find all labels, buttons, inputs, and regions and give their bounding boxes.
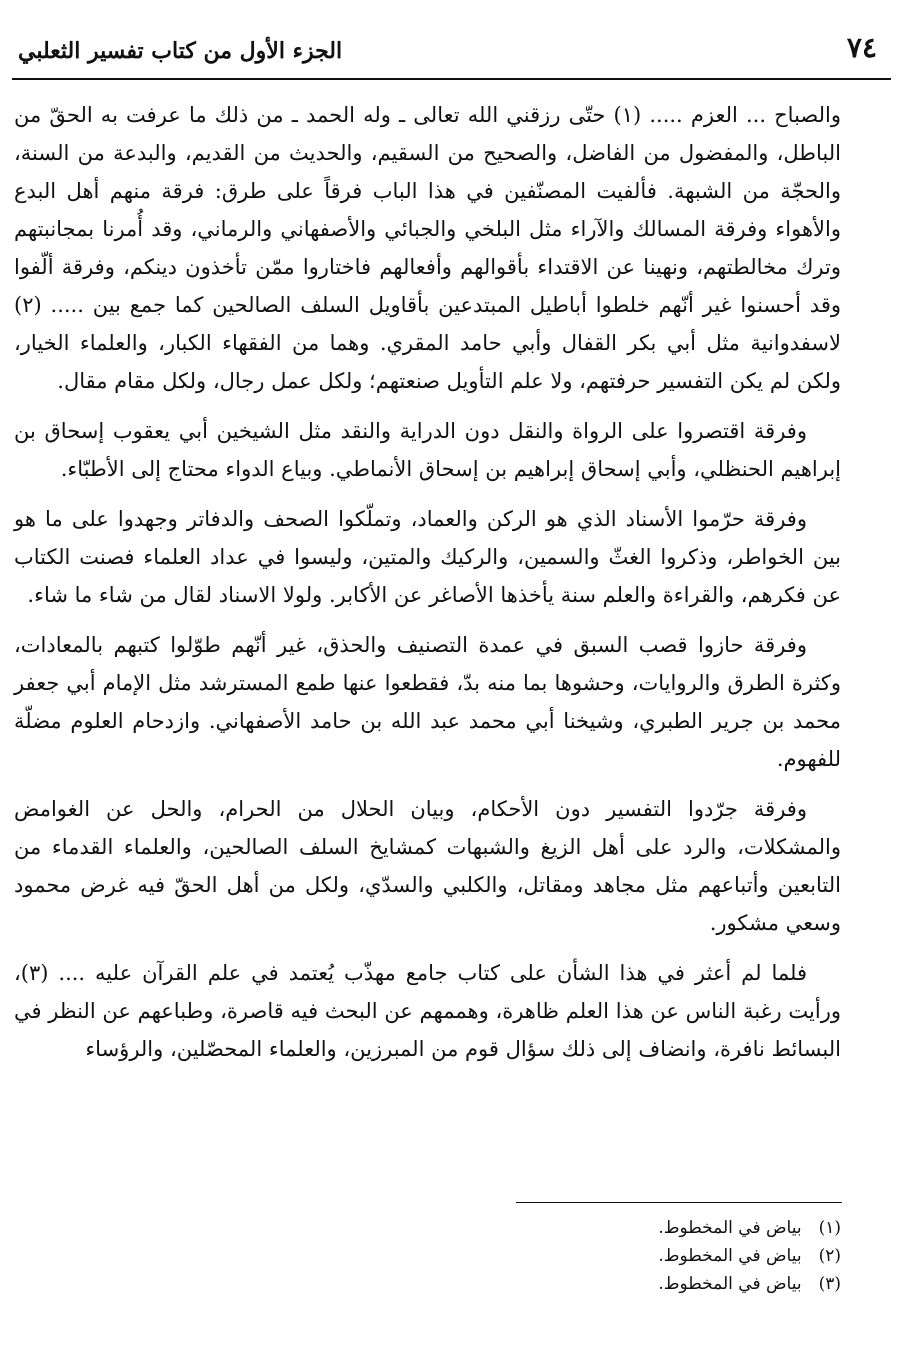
page-number: ٧٤ bbox=[846, 31, 877, 64]
paragraph: والصباح ... العزم ..... (١) حتّى رزقني الله تعالى ـ وله الحمد ـ من ذلك ما عرفت به الحقّ من الباطل، والمفضول من الفاضل، والصحيح من السقيم، والحديث من القديم، والبدعة من السنة، والحجّة من الشبهة. فألفيت المصنّفين في هذا الباب فرقاً على طرق: فرقة منهم أهل البدع والأهواء وفرقة المسالك والآراء مثل البلخي والجبائي والأصفهاني والرماني، وقد أُمرنا بمجانبتهم وترك مخالطتهم، ونهينا عن الاقتداء بأقوالهم وأفعالهم فاختاروا ممّن تأخذون دينكم، وفرقة ألّفوا وقد أحسنوا غير أنّهم خلطوا أباطيل المبتدعين بأقاويل السلف الصالحين كما جمع بين ..... (٢) لاسفدوانية مثل أبي بكر القفال وأبي حامد المقري. وهما من الفقهاء الكبار، والعلماء الخيار، ولكن لم يكن التفسير حرفتهم، ولا علم التأويل صنعتهم؛ ولكل عمل رجال، ولكل مقام مقال. bbox=[14, 103, 842, 393]
header-divider bbox=[12, 78, 891, 80]
footnotes bbox=[341, 1214, 841, 1298]
paragraph: فلما لم أعثر في هذا الشأن على كتاب جامع مهذّب يُعتمد في علم القرآن عليه .... (٣)، ورأيت رغبة الناس عن هذا العلم ظاهرة، وهممهم عن البحث فيه قاصرة، وطباعهم عن النظر في البسائط نافرة، وانضاف إلى ذلك سؤال قوم من المبرزين، والعلماء المحصّلين، والرؤساء bbox=[14, 961, 841, 1061]
footnote-divider bbox=[516, 1202, 842, 1203]
footnote bbox=[341, 1214, 841, 1242]
running-title: الجزء الأول من كتاب تفسير الثعلبي bbox=[18, 38, 343, 64]
page-header bbox=[12, 30, 891, 78]
footnote-text: بياض في المخطوط. bbox=[658, 1218, 802, 1238]
footnote-number: (٢) bbox=[818, 1246, 841, 1266]
paragraph: وفرقة جرّدوا التفسير دون الأحكام، وبيان الحلال من الحرام، والحل عن الغوامض والمشكلات، والرد على أهل الزيغ والشبهات كمشايخ السلف الصالحين، والعلماء القدماء من التابعين وأتباعهم مثل مجاهد ومقاتل، والكلبي والسدّي، ولكل من أهل الحقّ فيه غرض محمود وسعي مشكور. bbox=[14, 797, 841, 935]
footnote-text: بياض في المخطوط. bbox=[658, 1274, 802, 1294]
footnote-text: بياض في المخطوط. bbox=[658, 1246, 802, 1266]
paragraph: وفرقة حرّموا الأسناد الذي هو الركن والعماد، وتملّكوا الصحف والدفاتر وجهدوا على ما هو بين الخواطر، وذكروا الغثّ والسمين، والركيك والمتين، وليسوا في عداد العلماء فصنت الكتاب عن فكرهم، والقراءة والعلم سنة يأخذها الأصاغر عن الأكابر. ولولا الاسناد لقال من شاء ما شاء. bbox=[14, 507, 841, 607]
main-text bbox=[14, 96, 841, 1080]
footnote-number: (١) bbox=[818, 1218, 841, 1238]
footnote-number: (٣) bbox=[818, 1274, 841, 1294]
paragraph: وفرقة اقتصروا على الرواة والنقل دون الدراية والنقد مثل الشيخين أبي يعقوب إسحاق بن إبراهيم الحنظلي، وأبي إسحاق إبراهيم بن إسحاق الأنماطي. وبياع الدواء محتاج إلى الأطبّاء. bbox=[14, 419, 841, 481]
footnote bbox=[341, 1242, 841, 1270]
footnote bbox=[341, 1270, 841, 1298]
paragraph: وفرقة حازوا قصب السبق في عمدة التصنيف والحذق، غير أنّهم طوّلوا كتبهم بالمعادات، وكثرة الطرق والروايات، وحشوها بما منه بدّ، فقطعوا عنها طمع المسترشد مثل الإمام أبي جعفر محمد بن جرير الطبري، وشيخنا أبي محمد عبد الله بن حامد الأصفهاني. وازدحام العلوم مضلّة للفهوم. bbox=[14, 633, 841, 771]
